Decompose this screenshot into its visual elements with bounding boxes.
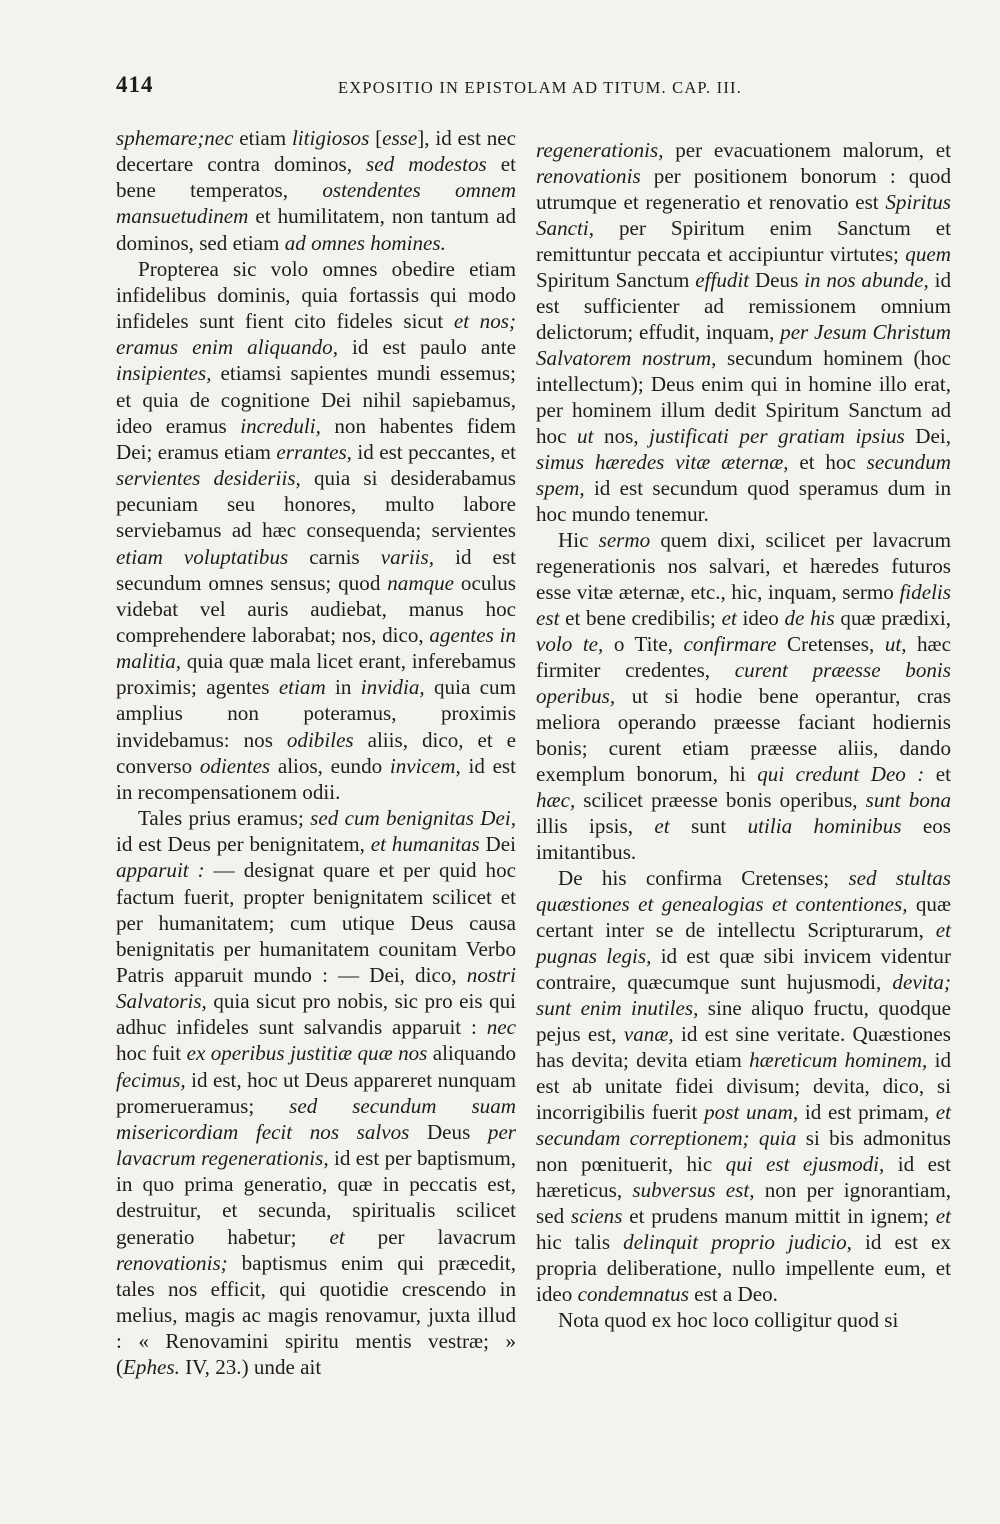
paragraph: Nota quod ex hoc loco colligitur quod si xyxy=(558,1308,899,1332)
paragraph: Hic sermo quem dixi, scilicet per lavacrum regenerationis nos salvari, et hæredes futuros esse vitæ æternæ, etc., hic, inquam, sermo fidelis est et bene credibilis; et ideo de his quæ prædixi, volo te, o Tite, confirmare Cretenses, ut, hæc firmiter credentes, curent præesse bonis operibus, ut si hodie bene operantur, cras meliora operando præesse faciant hodiernis bonis; curent etiam præesse aliis, dando exemplum bonorum, hi qui credunt Deo : et hæc, scilicet præesse bonis operibus, sunt bona illis ipsis, et sunt utilia hominibus eos imitantibus. xyxy=(536,528,951,864)
right-column xyxy=(536,137,951,1333)
paragraph: Tales prius eramus; sed cum benignitas Dei, id est Deus per benignitatem, et humanitas Dei apparuit : — designat quare et per quid hoc factum fuerit, propter benignitatem scilicet et per humanitatem; cum utique Deus causa benignitatis per humanitatem counitam Verbo Patris apparuit mundo : — Dei, dico, nostri Salvatoris, quia sicut pro nobis, sic pro eis qui adhuc infideles sunt salvandis apparuit : nec hoc fuit ex operibus justitiæ quæ nos aliquando fecimus, id est, hoc ut Deus appareret nunquam promerueramus; sed secundum suam misericordiam fecit nos salvos Deus per lavacrum regenerationis, id est per baptismum, in quo prima generatio, quæ in peccatis est, destruitur, et secunda, spiritualis scilicet generatio habetur; et per lavacrum renovationis; baptismus enim qui præcedit, tales nos efficit, qui quotidie crescendo in melius, magis ac magis renovamur, juxta illud : « Renovamini spiritu mentis vestræ; » (Ephes. IV, 23.) unde ait xyxy=(116,806,517,1380)
paragraph: sphemare;nec etiam litigiosos [esse], id est nec decertare contra dominos, sed modestos et bene temperatos, ostendentes omnem mansuetudinem et humilitatem, non tantum ad dominos, sed etiam ad omnes homines. xyxy=(116,126,517,255)
page-number: 414 xyxy=(116,72,154,97)
running-head: EXPOSITIO IN EPISTOLAM AD TITUM. CAP. III. xyxy=(337,78,743,97)
left-column xyxy=(116,125,516,1381)
paragraph: regenerationis, per evacuationem malorum, et renovationis per positionem bonorum : quod utrumque et regeneratio et renovatio est Spiritus Sancti, per Spiritum enim Sanctum et remittuntur peccata et accipiuntur virtutes; quem Spiritum Sanctum effudit Deus in nos abunde, id est sufficienter ad remissionem omnium delictorum; effudit, inquam, per Jesum Christum Salvatorem nostrum, secundum hominem (hoc intellectum); Deus enim qui in homine illo erat, per hominem illum dedit Spiritum Sanctum ad hoc ut nos, justificati per gratiam ipsius Dei, simus hæredes vitæ æternæ, et hoc secundum spem, id est secundum quod speramus dum in hoc mundo tenemur. xyxy=(536,138,952,526)
paragraph: De his confirma Cretenses; sed stultas quæstiones et genealogias et contentiones, quæ certant inter se de intellectu Scripturarum, et pugnas legis, id est quæ sibi invicem videntur contraire, quæcumque sunt hujusmodi, devita; sunt enim inutiles, sine aliquo fructu, quodque pejus est, vanæ, id est sine veritate. Quæstiones has devita; devita etiam hæreticum hominem, id est ab unitate fidei divisum; devita, dico, si incorrigibilis fuerit post unam, id est primam, et secundam correptionem; quia si bis admonitus non pœnituerit, hic qui est ejusmodi, id est hæreticus, subversus est, non per ignorantiam, sed sciens et prudens manum mittit in ignem; et hic talis delinquit proprio judicio, id est ex propria deliberatione, nullo impellente eum, et ideo condemnatus est a Deo. xyxy=(536,866,952,1306)
paragraph: Propterea sic volo omnes obedire etiam infidelibus dominis, quia fortassis qui modo infideles sunt fient cito fideles sicut et nos; eramus enim aliquando, id est paulo ante insipientes, etiamsi sapientes mundi essemus; et quia de cognitione Dei nihil sapiebamus, ideo eramus increduli, non habentes fidem Dei; eramus etiam errantes, id est peccantes, et servientes desideriis, quia si desiderabamus pecuniam seu honores, multo labore serviebamus ad hæc consequenda; servientes etiam voluptatibus carnis variis, id est secundum omnes sensus; quod namque oculus videbat vel auris audiebat, manus hoc comprehendere laborabat; nos, dico, agentes in malitia, quia quæ mala licet erant, inferebamus proximis; agentes etiam in invidia, quia cum amplius non poteramus, proximis invidebamus: nos odibiles aliis, dico, et e converso odientes alios, eundo invicem, id est in recompensationem odii. xyxy=(116,256,516,804)
